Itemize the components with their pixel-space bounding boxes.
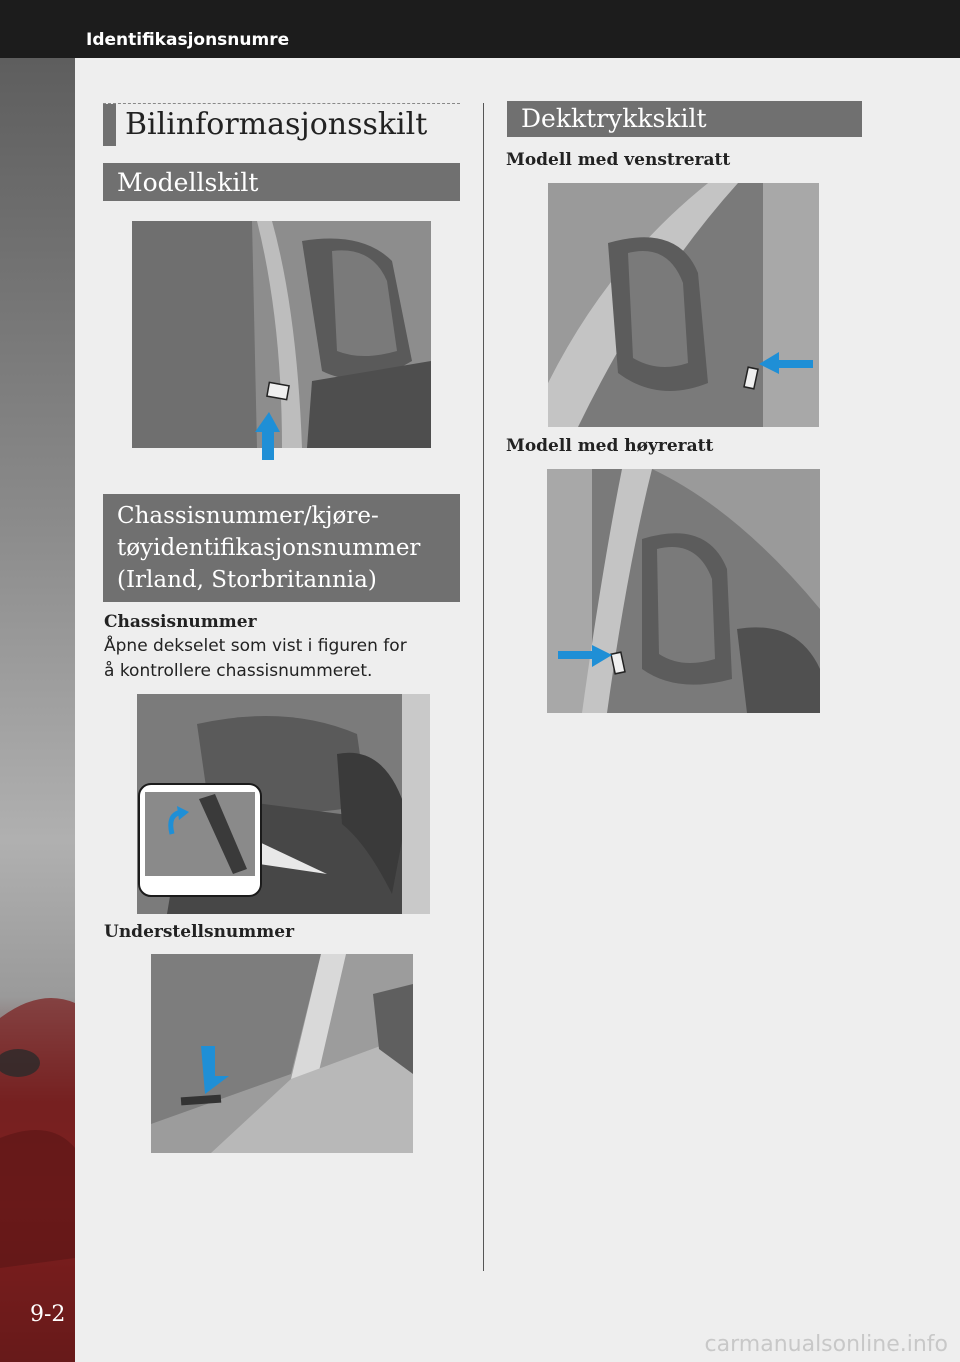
understell-figure xyxy=(151,954,413,1153)
main-heading xyxy=(103,104,460,146)
chassis-cover-figure xyxy=(137,694,430,914)
chassis-heading-line-1: Chassisnummer/kjøre- xyxy=(117,503,379,529)
column-divider xyxy=(483,103,484,1271)
chassis-body-line-2: å kontrollere chassisnummeret. xyxy=(104,661,373,681)
chassis-body-line-1: Åpne dekselet som vist i figuren for xyxy=(104,636,407,656)
car-silhouette-image xyxy=(0,58,75,1362)
chassis-subheading: Chassisnummer xyxy=(104,612,257,632)
page-number: 9-2 xyxy=(30,1302,66,1327)
right-hand-drive-figure xyxy=(547,469,820,713)
modellskilt-heading xyxy=(103,163,460,201)
chassis-heading-line-3: (Irland, Storbritannia) xyxy=(117,567,377,593)
modellskilt-heading-text: Modellskilt xyxy=(117,168,259,197)
left-hand-drive-figure xyxy=(548,183,819,427)
dekktrykk-heading xyxy=(507,101,862,137)
arrow-right-icon xyxy=(558,643,614,669)
arrow-up-icon xyxy=(252,410,292,462)
header-bar xyxy=(0,0,960,58)
arrow-left-icon xyxy=(757,350,813,376)
right-hand-drive-label: Modell med høyreratt xyxy=(506,436,714,456)
chassis-heading-line-2: tøyidentifikasjonsnummer xyxy=(117,535,421,561)
heading-accent xyxy=(103,104,116,146)
chassis-heading xyxy=(103,494,460,602)
left-hand-drive-label: Modell med venstreratt xyxy=(506,150,731,170)
side-strip xyxy=(0,58,75,1362)
understell-label: Understellsnummer xyxy=(104,922,295,942)
dekktrykk-heading-text: Dekktrykkskilt xyxy=(521,104,707,133)
main-heading-text: Bilinformasjonsskilt xyxy=(125,107,428,142)
watermark: carmanualsonline.info xyxy=(704,1332,948,1357)
section-title: Identifikasjonsnumre xyxy=(86,30,290,50)
